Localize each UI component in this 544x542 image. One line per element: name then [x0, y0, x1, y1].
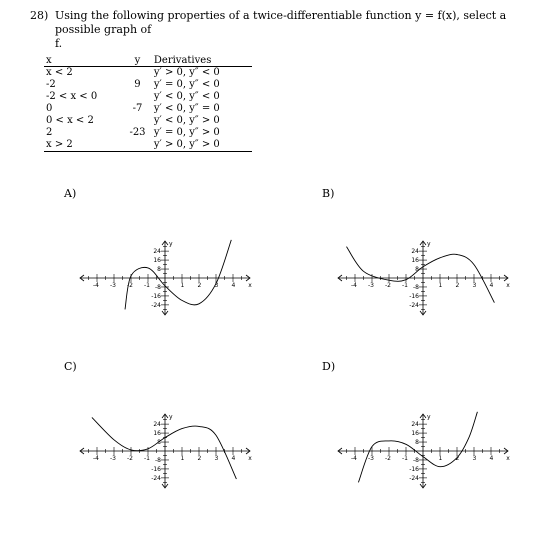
y-tick-label: -24	[151, 301, 161, 309]
table-cell-derivatives: y′ > 0, y″ > 0	[152, 139, 252, 152]
y-tick-label: 8	[415, 439, 419, 447]
choice-c-label[interactable]: C)	[64, 360, 77, 373]
y-tick-label: 16	[153, 257, 161, 265]
y-tick-label: -16	[151, 292, 161, 300]
graph-c[interactable]	[79, 371, 252, 531]
table-row	[44, 103, 252, 115]
y-tick-label: -16	[409, 465, 419, 473]
question	[30, 9, 536, 51]
y-tick-label: -8	[413, 283, 419, 291]
table-cell-derivatives: y′ > 0, y″ < 0	[153, 67, 220, 78]
x-tick-label: -1	[402, 282, 408, 289]
question-number: 28)	[30, 9, 49, 22]
x-axis-label: x	[506, 282, 510, 289]
x-tick-label: 3	[214, 455, 219, 462]
x-tick-label: 3	[214, 282, 219, 289]
x-tick-label: -4	[93, 455, 99, 462]
x-tick-label: -1	[144, 282, 150, 289]
x-tick-label: 1	[438, 455, 443, 462]
table-cell-x: x > 2	[44, 139, 123, 152]
x-tick-label: -1	[402, 455, 408, 462]
graph-a[interactable]	[79, 198, 252, 358]
table-cell-derivatives: y′ = 0, y″ < 0	[153, 79, 220, 90]
graph-b[interactable]	[337, 198, 510, 358]
table-header-x: x	[44, 56, 123, 67]
table-cell-derivatives: y′ < 0, y″ = 0	[153, 103, 220, 114]
table-cell-y	[123, 67, 152, 80]
table-cell-y	[123, 91, 152, 103]
question-text: Using the following properties of a twice-differentiable function y = f(x), select a possible graph of	[55, 9, 507, 36]
table-cell-y: -7	[132, 103, 143, 114]
x-tick-label: -3	[368, 455, 374, 462]
table-cell-y: -23	[129, 127, 146, 138]
y-axis-label: y	[169, 240, 173, 248]
y-tick-label: -16	[409, 292, 419, 300]
y-tick-label: -8	[155, 456, 161, 464]
table-header-derivatives: Derivatives	[152, 56, 252, 67]
table-row	[44, 139, 252, 152]
table-cell-derivatives: y′ = 0, y″ > 0	[153, 127, 220, 138]
table-cell-x: 0 < x < 2	[46, 115, 94, 126]
x-axis-label: x	[248, 455, 252, 462]
x-tick-label: 2	[197, 282, 202, 289]
table-row	[44, 67, 252, 80]
table-cell-derivatives: y′ < 0, y″ < 0	[153, 91, 220, 102]
y-tick-label: -24	[151, 474, 161, 482]
table-cell-y	[123, 115, 152, 127]
y-tick-label: 16	[411, 257, 419, 265]
y-tick-label: 24	[153, 248, 161, 256]
x-tick-label: 1	[180, 455, 185, 462]
table-header-y: y	[123, 56, 152, 67]
table-cell-x: x < 2	[46, 67, 73, 78]
table-cell-derivatives: y′ < 0, y″ > 0	[153, 115, 220, 126]
x-tick-label: -2	[127, 455, 133, 462]
x-tick-label: -3	[110, 455, 116, 462]
table-cell-x: 2	[46, 127, 53, 138]
x-axis-label: x	[248, 282, 252, 289]
x-tick-label: 4	[231, 455, 236, 462]
x-tick-label: 3	[472, 455, 477, 462]
choice-d-label[interactable]: D)	[322, 360, 336, 373]
table-row	[44, 127, 252, 139]
table-cell-x: 0	[46, 103, 53, 114]
x-tick-label: -2	[127, 282, 133, 289]
x-tick-label: -2	[385, 455, 391, 462]
table-row	[44, 79, 252, 91]
table-cell-y	[123, 139, 152, 152]
properties-table	[44, 56, 252, 152]
choice-a-label[interactable]: A)	[64, 187, 77, 200]
choice-b-label[interactable]: B)	[322, 187, 335, 200]
x-tick-label: -2	[385, 282, 391, 289]
table-row	[44, 115, 252, 127]
x-tick-label: 1	[180, 282, 185, 289]
x-tick-label: 2	[197, 455, 202, 462]
y-tick-label: -24	[409, 474, 419, 482]
x-tick-label: 2	[455, 455, 460, 462]
function-curve	[347, 247, 495, 303]
y-axis-label: y	[427, 413, 431, 421]
x-tick-label: -4	[93, 282, 99, 289]
y-axis-label: y	[169, 413, 173, 421]
y-tick-label: -24	[409, 301, 419, 309]
x-tick-label: 4	[489, 282, 494, 289]
y-tick-label: 24	[153, 421, 161, 429]
table-cell-y: 9	[134, 79, 141, 90]
x-tick-label: -4	[351, 282, 357, 289]
graph-d[interactable]	[337, 371, 510, 531]
y-tick-label: 8	[415, 266, 419, 274]
question-text-continued: f.	[55, 37, 63, 50]
table-header-row	[44, 56, 252, 67]
y-tick-label: 16	[411, 430, 419, 438]
table-cell-x: -2	[46, 79, 56, 90]
y-tick-label: -8	[155, 283, 161, 291]
y-tick-label: 16	[153, 430, 161, 438]
table-cell-x: -2 < x < 0	[46, 91, 98, 102]
y-tick-label: 8	[157, 439, 161, 447]
y-tick-label: 8	[157, 266, 161, 274]
y-tick-label: -16	[151, 465, 161, 473]
function-curve	[125, 240, 231, 310]
x-tick-label: 1	[438, 282, 443, 289]
x-tick-label: 4	[231, 282, 236, 289]
y-tick-label: -8	[413, 456, 419, 464]
y-tick-label: 24	[411, 421, 419, 429]
x-tick-label: -3	[368, 282, 374, 289]
x-tick-label: 3	[472, 282, 477, 289]
x-tick-label: 4	[489, 455, 494, 462]
x-tick-label: -1	[144, 455, 150, 462]
x-tick-label: -4	[351, 455, 357, 462]
y-axis-label: y	[427, 240, 431, 248]
x-axis-label: x	[506, 455, 510, 462]
x-tick-label: 2	[455, 282, 460, 289]
y-tick-label: 24	[411, 248, 419, 256]
function-curve	[92, 417, 237, 479]
x-tick-label: -3	[110, 282, 116, 289]
table-row	[44, 91, 252, 103]
